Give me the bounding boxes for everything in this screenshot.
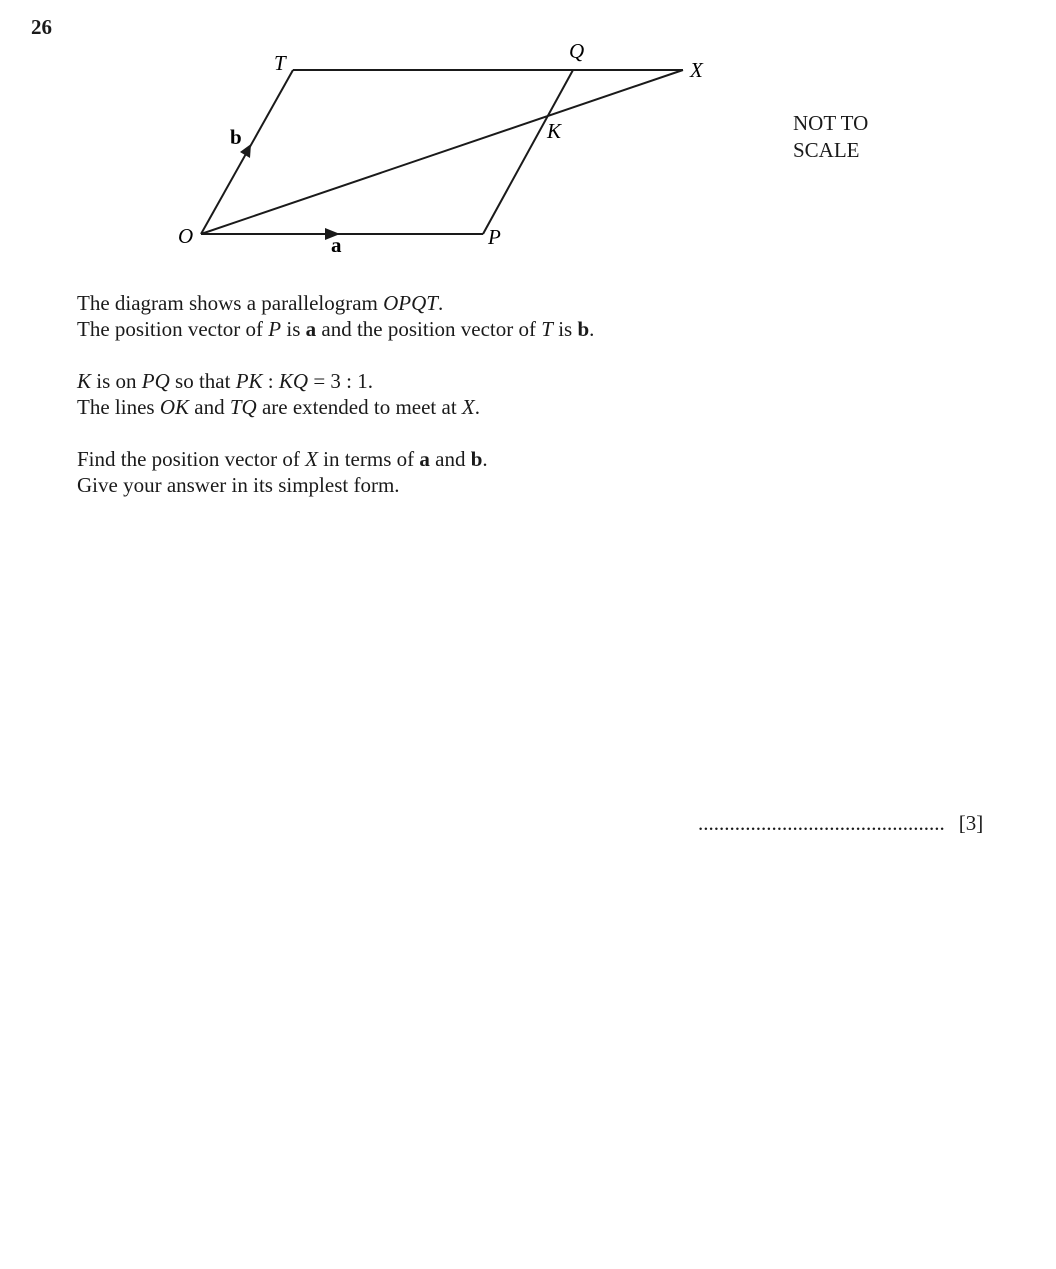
line-1: The diagram shows a parallelogram OPQT.	[77, 291, 444, 315]
parallelogram-diagram	[0, 0, 1056, 290]
label-vector-b: b	[230, 125, 242, 149]
line-4: The lines OK and TQ are extended to meet at X.	[77, 395, 480, 419]
marks-label: [3]	[958, 811, 984, 835]
answer-line[interactable]	[698, 811, 983, 836]
label-vector-a: a	[331, 233, 342, 257]
question-text	[77, 290, 594, 498]
not-to-scale-note	[793, 110, 868, 164]
line-2: The position vector of P is a and the position vector of T is b.	[77, 317, 595, 341]
line-5: Find the position vector of X in terms of a and b.	[77, 447, 488, 471]
label-p: P	[488, 225, 501, 249]
not-to-scale-line-1: NOT TO	[793, 111, 869, 135]
label-t: T	[274, 51, 286, 75]
not-to-scale-line-2: SCALE	[793, 138, 860, 162]
label-k: K	[547, 119, 562, 143]
line-3: K is on PQ so that PK : KQ = 3 : 1.	[77, 369, 374, 393]
line-6: Give your answer in its simplest form.	[77, 473, 400, 497]
label-q: Q	[569, 39, 585, 63]
line-ox	[201, 70, 683, 234]
question-number: 26	[31, 15, 52, 39]
label-o: O	[178, 224, 194, 248]
label-x: X	[690, 58, 703, 82]
side-pq	[483, 70, 573, 234]
answer-dots[interactable]: ...............................................	[698, 811, 945, 835]
